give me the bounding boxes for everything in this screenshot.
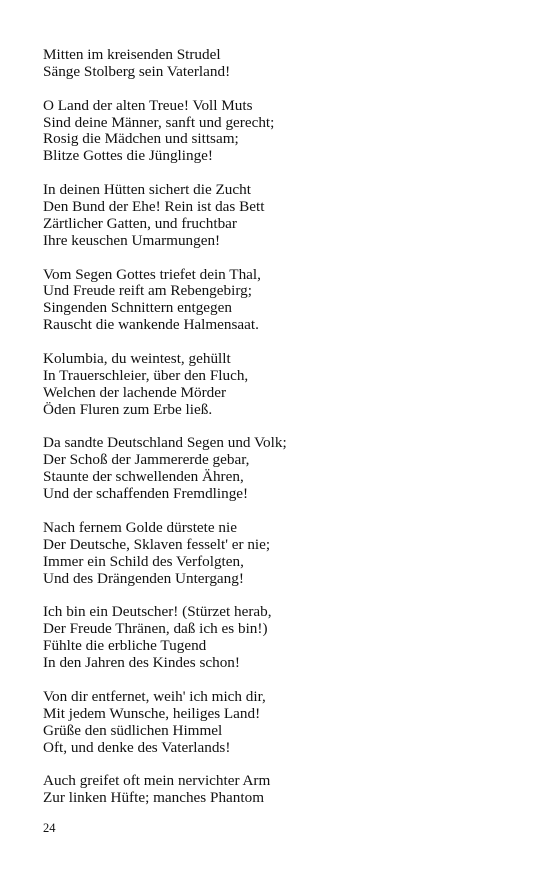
verse-line: In Trauerschleier, über den Fluch,	[43, 366, 249, 384]
stanza	[43, 98, 523, 166]
verse-line: Ich bin ein Deutscher! (Stürzet herab,	[43, 603, 272, 621]
verse-line: Oft, und denke des Vaterlands!	[43, 738, 231, 756]
verse-line: Sind deine Männer, sanft und gerecht;	[43, 113, 275, 131]
verse-line: Blitze Gottes die Jünglinge!	[43, 147, 213, 165]
verse-line: O Land der alten Treue! Voll Muts	[43, 96, 253, 114]
verse-line: Sänge Stolberg sein Vaterland!	[43, 62, 231, 80]
verse-line: Rosig die Mädchen und sittsam;	[43, 130, 239, 148]
stanza	[43, 47, 523, 81]
verse-line: Da sandte Deutschland Segen und Volk;	[43, 434, 287, 452]
verse-line: Der Deutsche, Sklaven fesselt' er nie;	[43, 535, 271, 553]
verse-line: In deinen Hütten sichert die Zucht	[43, 181, 251, 199]
verse-line: Zur linken Hüfte; manches Phantom	[43, 789, 265, 807]
verse-line: Zärtlicher Gatten, und fruchtbar	[43, 214, 237, 232]
verse-line: Mit jedem Wunsche, heiliges Land!	[43, 704, 261, 722]
poem-body	[43, 47, 523, 824]
verse-line: Rauscht die wankende Halmensaat.	[43, 316, 259, 334]
verse-line: Singenden Schnittern entgegen	[43, 299, 232, 317]
verse-line: Immer ein Schild des Verfolgten,	[43, 552, 244, 570]
stanza	[43, 351, 523, 419]
verse-line: Fühlte die erbliche Tugend	[43, 637, 207, 655]
stanza	[43, 689, 523, 757]
verse-line: Staunte der schwellenden Ähren,	[43, 468, 244, 486]
verse-line: Von dir entfernet, weih' ich mich dir,	[43, 687, 266, 705]
verse-line: Welchen der lachende Mörder	[43, 383, 227, 401]
page-number: 24	[43, 821, 56, 835]
verse-line: Und der schaffenden Fremdlinge!	[43, 485, 249, 503]
stanza	[43, 182, 523, 250]
verse-line: Kolumbia, du weintest, gehüllt	[43, 350, 231, 368]
stanza	[43, 773, 523, 807]
verse-line: Nach fernem Golde dürstete nie	[43, 518, 237, 536]
verse-line: Grüße den südlichen Himmel	[43, 721, 223, 739]
verse-line: Öden Fluren zum Erbe ließ.	[43, 400, 213, 418]
verse-line: Auch greifet oft mein nervichter Arm	[43, 772, 271, 790]
stanza	[43, 604, 523, 672]
stanza	[43, 267, 523, 335]
verse-line: Der Freude Thränen, daß ich es bin!)	[43, 620, 268, 638]
verse-line: Den Bund der Ehe! Rein ist das Bett	[43, 198, 265, 216]
verse-line: Ihre keuschen Umarmungen!	[43, 231, 221, 249]
verse-line: Und Freude reift am Rebengebirg;	[43, 282, 252, 300]
verse-line: In den Jahren des Kindes schon!	[43, 654, 240, 672]
stanza	[43, 435, 523, 503]
stanza	[43, 520, 523, 588]
verse-line: Und des Drängenden Untergang!	[43, 569, 244, 587]
verse-line: Mitten im kreisenden Strudel	[43, 46, 221, 63]
verse-line: Vom Segen Gottes triefet dein Thal,	[43, 265, 261, 283]
verse-line: Der Schoß der Jammererde gebar,	[43, 451, 250, 469]
